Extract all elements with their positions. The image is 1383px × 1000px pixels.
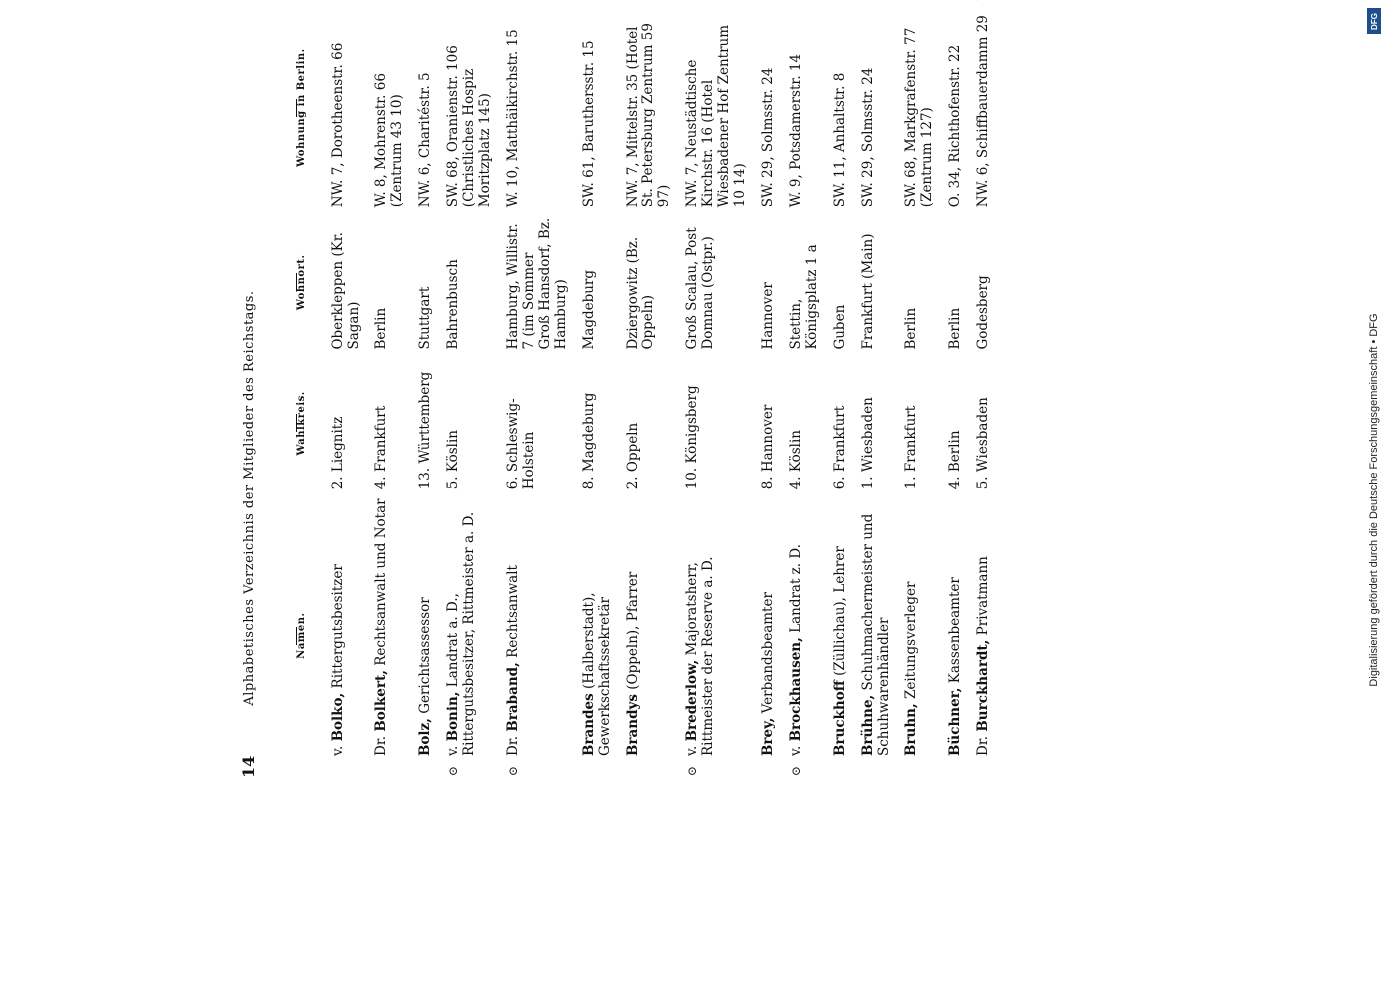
partei-cell — [901, 0, 945, 4]
member-surname: Bolkert, — [373, 670, 390, 732]
wahlkreis-cell: 4. Köslin — [787, 430, 804, 490]
member-name-cell — [858, 493, 902, 778]
member-description: Kassenbeamter — [947, 577, 964, 684]
member-name-cell — [945, 493, 973, 778]
member-description: Zeitungsverleger — [903, 581, 920, 700]
wohnort-cell: Groß Scalau, Post Domnau (Ostpr.) — [684, 227, 717, 350]
col-header-wohnort: Wohnort. — [284, 211, 328, 353]
wohnort-cell: Oberkleppen (Kr. Sagan) — [329, 232, 362, 350]
partei-cell — [443, 0, 503, 4]
col-header-wahlkreis: Wahlkreis. — [284, 354, 328, 494]
header-row — [284, 0, 328, 778]
member-surname: Brockhausen, — [787, 637, 804, 742]
name-prefix: Dr. — [504, 735, 521, 756]
table-row — [503, 0, 579, 778]
wohnung-cell: SW. 68, Oranienstr. 106 (Christliches Hospiz Moritzplatz 145) — [445, 45, 494, 208]
member-description: Landrat a. D., Rittergutsbesitzer, Rittmeister a. D. — [445, 511, 478, 756]
wahlkreis-cell: 6. Frankfurt — [831, 405, 848, 490]
table-body — [328, 0, 1002, 778]
member-description: Rittergutsbesitzer — [329, 564, 346, 689]
member-name-cell — [682, 493, 758, 778]
table-row — [858, 0, 902, 778]
member-description: (Oppeln), Pfarrer — [624, 571, 641, 690]
partei-cell — [579, 0, 623, 4]
wahlkreis-cell: 13. Württemberg — [417, 371, 434, 490]
partei-cell — [623, 0, 683, 4]
member-description: Schuhmachermeister und Schuhwarenhändler — [859, 513, 892, 756]
member-surname: Braband, — [504, 662, 521, 732]
page-header — [240, 218, 274, 778]
wohnort-cell: Stettin, Königsplatz 1 a — [787, 244, 820, 350]
table-row — [579, 0, 623, 778]
wahlkreis-cell: 4. Frankfurt — [373, 405, 390, 490]
member-surname: Brandes — [580, 693, 597, 756]
partei-cell — [786, 0, 830, 4]
wohnort-cell: Hamburg, Willistr. 7 (im Sommer Groß Hansdorf, Bz. Hamburg) — [504, 217, 569, 350]
page-number: 14 — [239, 755, 258, 778]
wohnort-cell: Dziergowitz (Bz. Oppeln) — [624, 236, 657, 350]
table-row — [371, 0, 415, 778]
member-surname: Bolko, — [329, 692, 346, 742]
member-surname: Bruhn, — [903, 703, 920, 756]
members-table — [284, 0, 1001, 778]
table-row — [973, 0, 1001, 778]
name-prefix: v. — [445, 745, 462, 756]
wohnort-cell: Magdeburg — [580, 269, 597, 350]
wahlkreis-cell: 5. Wiesbaden — [975, 397, 992, 490]
member-surname: Bruckhoff — [831, 680, 848, 756]
member-description: Landrat z. D. — [787, 543, 804, 633]
table-row — [415, 0, 443, 778]
partei-cell — [830, 0, 858, 4]
wahlkreis-cell: 5. Köslin — [445, 430, 462, 490]
table-row — [682, 0, 758, 778]
wahlkreis-cell: 8. Hannover — [759, 404, 776, 490]
col-header-name: Namen. — [284, 493, 328, 778]
table-row — [901, 0, 945, 778]
scanned-page — [239, 15, 1120, 778]
partei-cell — [328, 0, 372, 4]
wahlkreis-cell: 1. Frankfurt — [903, 405, 920, 490]
wohnung-cell: NW. 6, Charitéstr. 5 — [417, 72, 434, 208]
member-surname: Burckhardt, — [975, 639, 992, 732]
member-name-cell — [371, 493, 415, 778]
member-name-cell — [830, 493, 858, 778]
wahlkreis-cell: 2. Oppeln — [624, 422, 641, 490]
wohnung-cell: NW. 7, Neustädtische Kirchstr. 16 (Hotel Wiesbadener Hof Zentrum 10 14) — [684, 24, 749, 208]
member-marker: ⊙ — [505, 765, 520, 776]
table-row — [328, 0, 372, 778]
partei-cell — [973, 0, 1001, 4]
wahlkreis-cell: 4. Berlin — [947, 430, 964, 490]
member-description: (Züllichau), Lehrer — [831, 546, 848, 676]
wahlkreis-cell: 2. Liegnitz — [329, 416, 346, 490]
table-row — [758, 0, 786, 778]
member-name-cell — [443, 493, 503, 778]
member-name-cell — [901, 493, 945, 778]
member-surname: Brederlow, — [684, 659, 701, 742]
member-name-cell — [973, 493, 1001, 778]
member-surname: Brandys — [624, 694, 641, 756]
wahlkreis-cell: 1. Wiesbaden — [859, 397, 876, 490]
wohnort-cell: Guben — [831, 304, 848, 350]
table-row — [830, 0, 858, 778]
partei-cell — [415, 0, 443, 4]
table-row — [623, 0, 683, 778]
member-description: Majoratsherr, Rittmeister der Reserve a. D. — [684, 556, 717, 756]
wohnort-cell: Godesberg — [975, 275, 992, 350]
partei-cell — [858, 0, 902, 4]
wohnung-cell: NW. 7, Mittelstr. 35 (Hotel St. Petersburg Zentrum 59 97) — [624, 23, 673, 208]
member-surname: Bolz, — [417, 718, 434, 756]
name-prefix: v. — [787, 745, 804, 756]
wahlkreis-cell: 10. Königsberg — [684, 385, 701, 490]
member-description: Rechtsanwalt und Notar — [373, 498, 390, 666]
member-description: Rechtsanwalt — [504, 565, 521, 658]
wahlkreis-cell: 8. Magdeburg — [580, 392, 597, 490]
partei-cell — [945, 0, 973, 4]
wohnung-cell: NW. 6, Schiffbauerdamm 29 — [975, 15, 992, 208]
wohnort-cell: Hannover — [759, 282, 776, 350]
member-surname: Bonin, — [445, 691, 462, 742]
member-description: Privatmann — [975, 556, 992, 636]
member-name-cell — [786, 493, 830, 778]
member-surname: Büchner, — [947, 687, 964, 756]
wohnung-cell: W. 8, Mohrenstr. 66 (Zentrum 43 10) — [373, 73, 406, 208]
funding-attribution: Digitalisierung gefördert durch die Deutsche Forschungsgemeinschaft • DFG — [1368, 313, 1380, 687]
wohnung-cell: SW. 29, Solmsstr. 24 — [759, 67, 776, 208]
wohnort-cell: Frankfurt (Main) — [859, 233, 876, 350]
wohnort-cell: Bahrenbusch — [445, 259, 462, 350]
member-name-cell — [503, 493, 579, 778]
wohnung-cell: SW. 68, Markgrafenstr. 77 (Zentrum 127) — [903, 27, 936, 208]
member-surname: Brühne, — [859, 694, 876, 756]
wohnort-cell: Stuttgart — [417, 286, 434, 350]
member-name-cell — [415, 493, 443, 778]
table-row — [786, 0, 830, 778]
partei-cell — [371, 0, 415, 4]
member-description: (Halberstadt), Gewerkschaftssekretär — [580, 592, 613, 756]
partei-cell — [503, 0, 579, 4]
member-description: Verbandsbeamter — [759, 592, 776, 714]
member-marker: ⊙ — [446, 765, 461, 776]
wohnort-cell: Berlin — [947, 307, 964, 350]
name-prefix: Dr. — [975, 735, 992, 756]
wohnung-cell: W. 10, Matthäikirchstr. 15 — [504, 29, 521, 208]
wahlkreis-cell: 6. Schleswig-Holstein — [504, 398, 537, 490]
name-prefix: v. — [329, 745, 346, 756]
wohnung-cell: SW. 11, Anhaltstr. 8 — [831, 72, 848, 208]
member-marker: ⊙ — [685, 765, 700, 776]
member-marker: ⊙ — [788, 765, 803, 776]
col-header-partei — [284, 0, 328, 4]
table-row — [443, 0, 503, 778]
dfg-logo: DFG — [1367, 8, 1381, 34]
wohnung-cell: NW. 7, Dorotheenstr. 66 — [329, 42, 346, 208]
wohnung-cell: O. 34, Richthofenstr. 22 — [947, 44, 964, 208]
member-name-cell — [328, 493, 372, 778]
partei-cell — [758, 0, 786, 4]
member-surname: Brey, — [759, 717, 776, 756]
wohnort-cell: Berlin — [903, 307, 920, 350]
member-name-cell — [579, 493, 623, 778]
col-header-wohnung: Wohnung in Berlin. — [284, 4, 328, 211]
member-name-cell — [758, 493, 786, 778]
name-prefix: v. — [684, 745, 701, 756]
wohnung-cell: W. 9, Potsdamerstr. 14 — [787, 53, 804, 208]
wohnort-cell: Berlin — [373, 307, 390, 350]
wohnung-cell: SW. 61, Baruthersstr. 15 — [580, 40, 597, 208]
table-row — [945, 0, 973, 778]
page-title: Alphabetisches Verzeichnis der Mitglieder des Reichstags. — [242, 290, 257, 706]
member-name-cell — [623, 493, 683, 778]
member-description: Gerichtsassessor — [417, 597, 434, 714]
partei-cell — [682, 0, 758, 4]
wohnung-cell: SW. 29, Solmsstr. 24 — [859, 67, 876, 208]
name-prefix: Dr. — [373, 735, 390, 756]
